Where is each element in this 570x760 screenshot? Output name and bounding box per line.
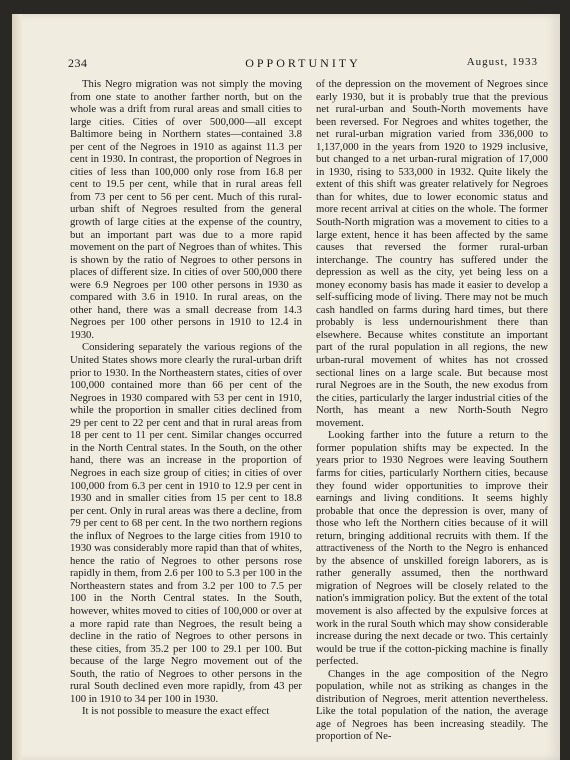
magazine-page (12, 14, 560, 760)
right-column (316, 78, 548, 743)
paragraph: This Negro migration was not simply the moving from one state to another farther north, but on the whole was a drift from rural areas and small cities to large cities. Cities of over 500,000—all except Baltimore being in Northern states—contained 3.8 per cent of the Negroes in 1910 as against 11.3 per cent in 1930. In contrast, the proportion of Negroes in cities of less than 100,000 only rose from 16.8 per cent to 19.5 per cent, while that in rural areas fell from 73 per cent to 56 per cent. Much of this rural-urban shift of Negroes resulted from the general growth of large cities at the expense of the country, but an important part was due to a more rapid movement on the part of Negroes than of whites. This is shown by the ratio of Negroes to other persons in places of different size. In cities of over 500,000 there were 6.9 Negroes per 100 other persons in 1930 as compared with 3.6 in 1910. In rural areas, on the other hand, there was a small decrease from 14.3 Negroes per 100 other persons in 1910 to 12.4 in 1930. (70, 78, 302, 341)
page-number: 234 (68, 56, 88, 70)
running-header (68, 56, 538, 72)
paragraph: It is not possible to measure the exact effect (82, 705, 270, 718)
left-column (70, 78, 302, 718)
paragraph: Looking farther into the future a return to the former population shifts may be expected. In the years prior to 1930 Negroes were leaving Southern farms for cities, particularly Northern cities, because they found wider opportunities to improve their earnings and living conditions. It seems highly probable that once the depression is over, many of those who left the Northern cities because of it will return, bringing additional recruits with them. If the attractiveness of the North to the Negro is enhanced by the absence of unskilled foreign laborers, as is rather generally assumed, then the northward migration of Negroes will be closely related to the nation's immigration policy. But the extent of the total movement is also affected by the expulsive forces at work in the rural South which may show considerable increase during the next decade or two. This certainly would be true if the cotton-picking machine is finally perfected. (316, 429, 548, 668)
paragraph: Changes in the age composition of the Negro population, while not as striking as changes in the distribution of Negroes, merit attention nevertheless. Like the total population of the nation, the average age of Negroes has been increasing steadily. The proportion of Ne- (316, 667, 548, 743)
paragraph: Considering separately the various regions of the United States shows more clearly the rural-urban drift prior to 1930. In the Northeastern states, cities of over 100,000 contained more than 66 per cent of the Negroes in 1930 compared with 53 per cent in 1910, while the proportion in smaller cities declined from 29 per cent to 22 per cent and that in rural areas from 18 per cent to 11 per cent. Similar changes occurred in the North Central states. In the South, on the other hand, there was an increase in the proportion of Negroes in each size group of cities; in cities of over 100,000 from 6.3 per cent in 1910 to 12.9 per cent in 1930 and in smaller cities from 15 per cent to 18.8 per cent. Only in rural areas was there a decline, from 79 per cent to 68 per cent. In the two northern regions the influx of Negroes to the large cities from 1910 to 1930 was considerably more rapid than that of whites, hence the ratio of Negroes to other persons rose rapidly in them, from 2.6 per 100 to 5.3 per 100 in the Northeastern states and from 3.2 per 100 to 7.5 per 100 in the North Central states. In the South, however, whites moved to cities of 100,000 or over at a more rapid rate than Negroes, the result being a decline in the ratio of Negroes to other persons in these cities, from 35.2 per 100 to 29.1 per 100. But because of the large Negro movement out of the South, the ratio of Negroes to other persons in the rural South declined even more rapidly, from 43 per 100 in 1910 to 34 per 100 in 1930. (70, 341, 302, 705)
journal-title: OPPORTUNITY (245, 56, 361, 70)
issue-date: August, 1933 (466, 56, 538, 68)
page-spine-shadow (12, 14, 22, 760)
paragraph: of the depression on the movement of Negroes since early 1930, but it is probably true that the previous net rural-urban and South-North movements have been reversed. For Negroes and whites together, the net rural-urban migration varied from 336,000 to 1,137,000 in the years from 1920 to 1929 inclusive, but changed to a net urban-rural migration of 17,000 in 1930, rising to 533,000 in 1932. Quite likely the extent of this shift was greater relatively for Negroes than for whites, due to lower economic status and more recent arrival at cities on the whole. The former South-North migration was a movement to cities to a large extent, hence it has been affected by the same causes that reversed the former rural-urban interchange. The country has suffered under the depression as well as the city, yet being less on a money economy basis has made it easier to develop a self-sufficing mode of living. There may not be much cash handled on farms during hard times, but there probably is less undernourishment there than elsewhere. Because whites constitute an important part of the rural population in all regions, the new urban-rural movement of whites has not crossed sectional lines on a large scale. But because most rural Negroes are in the South, the new exodus from the cities, particularly the larger industrial cities of the North, has meant a new North-South Negro movement. (316, 78, 548, 429)
